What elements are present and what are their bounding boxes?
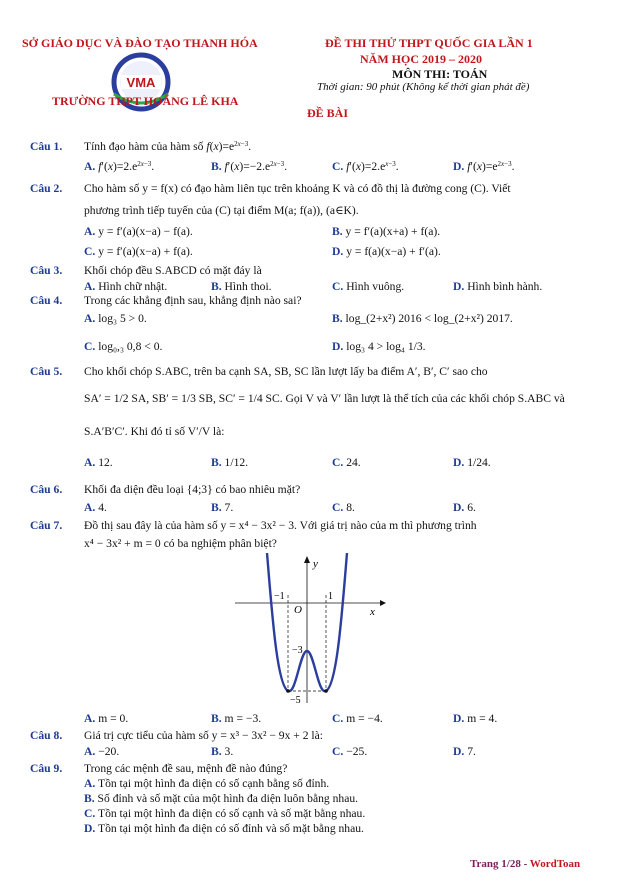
q2-number: Câu 2. [30, 182, 63, 195]
subject: MÔN THI: TOÁN [392, 67, 488, 81]
q8-option-c: C. −25. [332, 745, 368, 758]
q9-option-a: A. Tồn tại một hình đa diện có số cạnh bằng số đỉnh. [84, 777, 330, 790]
q1-option-c: C. $f'(x)=2.e^{x-3}$. [332, 160, 399, 173]
q4-number: Câu 4. [30, 294, 63, 307]
q5-option-a: A. 12. [84, 456, 113, 469]
q5-stem-3: S.A′B′C′. Khi đó tỉ số V′/V là: [84, 425, 225, 438]
q7-number: Câu 7. [30, 519, 63, 532]
q3-stem: Khối chóp đều S.ABCD có mặt đáy là [84, 264, 262, 277]
page-footer: Trang 1/28 - WordToan [470, 858, 581, 870]
x-label: x [370, 606, 375, 618]
q1-option-b: B. $f'(x)=-2.e^{2x-3}$. [211, 160, 288, 173]
q6-option-b: B. 7. [211, 501, 234, 514]
q8-stem: Giá trị cực tiểu của hàm số y = x³ − 3x² − 9x + 2 là: [84, 729, 324, 742]
q4-option-a: A. log₃ 5 > 0. [84, 312, 147, 325]
q3-option-c: C. Hình vuông. [332, 280, 405, 293]
value-neg5: −5 [290, 695, 301, 706]
school-year: NĂM HỌC 2019 – 2020 [360, 52, 482, 66]
tick-neg1: −1 [274, 591, 285, 602]
department-name: SỞ GIÁO DỤC VÀ ĐÀO TẠO THANH HÓA [22, 36, 258, 50]
q9-option-d: D. Tồn tại một hình đa diện có số đỉnh và số mặt bằng nhau. [84, 822, 364, 835]
q4-option-d: D. log₃ 4 > log₄ 1/3. [332, 340, 426, 353]
school-name: TRƯỜNG THPT HOẰNG LÊ KHA [52, 94, 239, 108]
q5-option-b: B. 1/12. [211, 456, 249, 469]
q8-number: Câu 8. [30, 729, 63, 742]
q7-option-c: C. m = −4. [332, 712, 383, 725]
q5-stem: Cho khối chóp S.ABC, trên ba cạnh SA, SB, SC lần lượt lấy ba điểm A′, B′, C′ sao cho [84, 365, 488, 378]
q8-option-a: A. −20. [84, 745, 120, 758]
value-neg3: −3 [292, 645, 303, 656]
q8-option-d: D. 7. [453, 745, 476, 758]
q2-option-b: B. y = f′(a)(x+a) + f(a). [332, 225, 441, 238]
q1-number: Câu 1. [30, 140, 63, 153]
function-graph [230, 553, 390, 708]
q7-option-a: A. m = 0. [84, 712, 129, 725]
q6-number: Câu 6. [30, 483, 63, 496]
y-axis-arrow [304, 556, 310, 563]
q3-number: Câu 3. [30, 264, 63, 277]
min-point-right [324, 689, 328, 693]
q1-stem: Tính đạo hàm của hàm số $f(x)=e^{2x-3}$. [84, 140, 252, 153]
q9-number: Câu 9. [30, 762, 63, 775]
q7-option-d: D. m = 4. [453, 712, 498, 725]
tick-1: 1 [328, 591, 333, 602]
q5-option-c: C. 24. [332, 456, 361, 469]
q7-stem-2: x⁴ − 3x² + m = 0 có ba nghiệm phân biệt? [84, 537, 277, 550]
q2-option-a: A. y = f′(a)(x−a) − f(a). [84, 225, 193, 238]
q3-option-b: B. Hình thoi. [211, 280, 272, 293]
q5-number: Câu 5. [30, 365, 63, 378]
x-axis-arrow [380, 600, 386, 606]
q5-option-d: D. 1/24. [453, 456, 491, 469]
q4-option-c: C. log₀,₃ 0,8 < 0. [84, 340, 163, 353]
q2-stem-2: phương trình tiếp tuyến của (C) tại điểm M(a; f(a)), (a∈K). [84, 204, 359, 217]
q6-option-c: C. 8. [332, 501, 355, 514]
q9-option-b: B. Số đỉnh và số mặt của một hình đa diện luôn bằng nhau. [84, 792, 359, 805]
q7-option-b: B. m = −3. [211, 712, 262, 725]
q2-option-c: C. y = f′(a)(x−a) + f(a). [84, 245, 193, 258]
exam-time: Thời gian: 90 phút (Không kể thời gian phát đề) [317, 81, 530, 93]
q7-stem: Đồ thị sau đây là của hàm số y = x⁴ − 3x² − 3. Với giá trị nào của m thì phương trình [84, 519, 477, 532]
q2-stem: Cho hàm số y = f(x) có đạo hàm liên tục trên khoảng K và có đồ thị là đường cong (C). Viết [84, 182, 511, 195]
q6-option-a: A. 4. [84, 501, 107, 514]
q9-stem: Trong các mệnh đề sau, mệnh đề nào đúng? [84, 762, 288, 775]
y-label: y [313, 558, 318, 570]
section-title: ĐỀ BÀI [307, 106, 349, 120]
q4-option-b: B. log_(2+x²) 2016 < log_(2+x²) 2017. [332, 312, 513, 325]
logo-text: VMA [126, 75, 156, 90]
q1-option-d: D. $f'(x)=e^{2x-3}$. [453, 160, 515, 173]
q6-stem: Khối đa diện đều loại {4;3} có bao nhiêu mặt? [84, 483, 301, 496]
q3-option-d: D. Hình bình hành. [453, 280, 543, 293]
q4-stem: Trong các khẳng định sau, khẳng định nào sai? [84, 294, 302, 307]
q1-option-a: A. $f'(x)=2.e^{2x-3}$. [84, 160, 155, 173]
q5-stem-2: SA′ = 1/2 SA, SB′ = 1/3 SB, SC′ = 1/4 SC. Gọi V và V′ lần lượt là thể tích của các khối chóp S.ABC và [84, 392, 565, 405]
exam-title: ĐỀ THI THỬ THPT QUỐC GIA LẦN 1 [325, 36, 533, 50]
q8-option-b: B. 3. [211, 745, 234, 758]
min-point-left [286, 689, 290, 693]
origin-label: O [294, 604, 302, 616]
q2-option-d: D. y = f(a)(x−a) + f′(a). [332, 245, 441, 258]
q9-option-c: C. Tồn tại một hình đa diện có số cạnh và số mặt bằng nhau. [84, 807, 366, 820]
q6-option-d: D. 6. [453, 501, 476, 514]
q3-option-a: A. Hình chữ nhật. [84, 280, 168, 293]
